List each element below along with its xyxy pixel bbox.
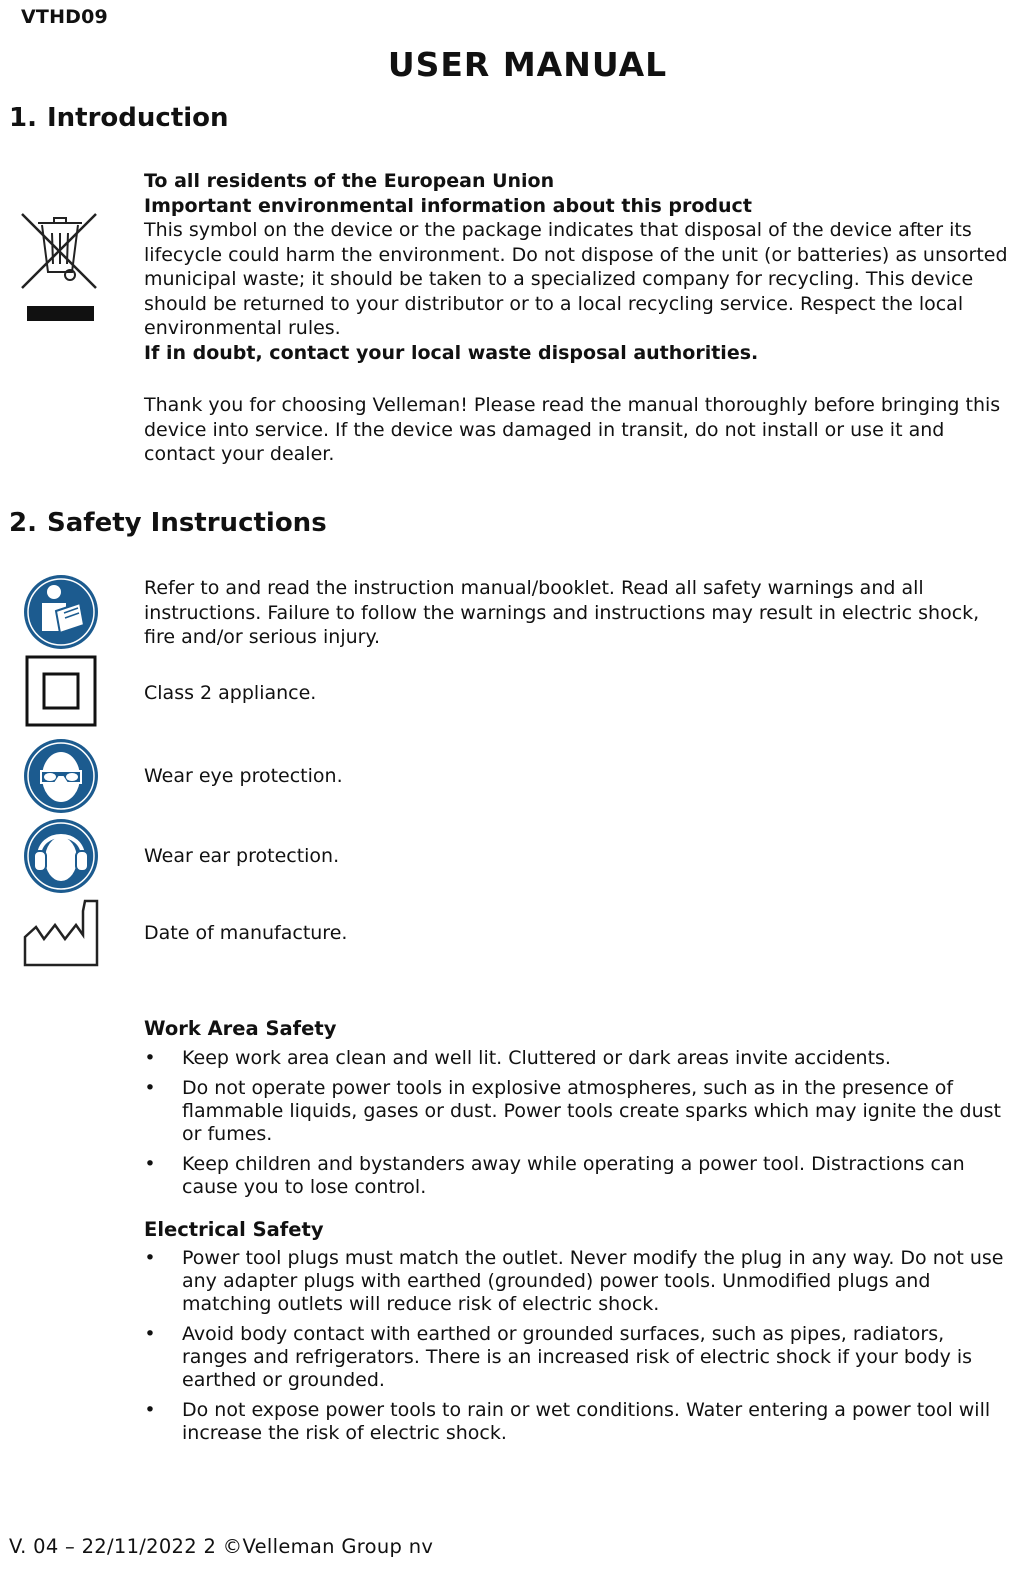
electrical-safety-list xyxy=(144,1247,1004,1452)
list-item xyxy=(144,1077,1004,1146)
list-item xyxy=(144,1153,1004,1199)
section-title: Introduction xyxy=(47,103,229,133)
section-heading-introduction xyxy=(9,103,229,133)
eye-protection-icon xyxy=(22,737,100,815)
factory-icon xyxy=(22,899,100,969)
list-item-text: Do not operate power tools in explosive atmospheres, such as in the presence of flammable liquids, gases or dust. Power tools create sparks which may ignite the dust or fumes. xyxy=(182,1077,1001,1145)
bullet: • xyxy=(144,1399,156,1421)
read-manual-icon xyxy=(22,573,100,651)
section-heading-safety xyxy=(9,508,327,538)
eu-subtitle: Important environmental information about this product xyxy=(144,194,752,217)
list-item-text: Keep work area clean and well lit. Cluttered or dark areas invite accidents. xyxy=(182,1047,891,1069)
symbol-text-ear-protection: Wear ear protection. xyxy=(144,845,340,867)
bullet: • xyxy=(144,1247,156,1269)
list-item xyxy=(144,1247,1004,1316)
ear-protection-icon xyxy=(22,817,100,895)
symbol-text-read-manual: Refer to and read the instruction manual/booklet. Read all safety warnings and all instructions. Failure to follow the warnings and instructions may result in electric shock, fire and/or serious injury. xyxy=(144,577,980,648)
list-item xyxy=(144,1399,1004,1445)
symbol-text-eye-protection: Wear eye protection. xyxy=(144,765,343,787)
eu-notice xyxy=(144,169,1012,365)
list-item-text: Power tool plugs must match the outlet. Never modify the plug in any way. Do not use any adapter plugs with earthed (grounded) power tools. Unmodified plugs and matching outlets will reduce risk of electric shock. xyxy=(182,1247,1004,1315)
eu-body: This symbol on the device or the package indicates that disposal of the device after its lifecycle could harm the environment. Do not dispose of the unit (or batteries) as unsorted municipal waste; it should be taken to a specialized company for recycling. This device should be returned to your distributor or to a local recycling service. Respect the local environmental rules. xyxy=(144,219,1008,339)
page-footer: V. 04 – 22/11/2022 2 ©Velleman Group nv xyxy=(9,1535,434,1558)
model-number: VTHD09 xyxy=(21,6,108,28)
symbol-text-class-2: Class 2 appliance. xyxy=(144,682,317,704)
section-title: Safety Instructions xyxy=(47,508,327,538)
electrical-safety-heading: Electrical Safety xyxy=(144,1218,324,1241)
page-title: USER MANUAL xyxy=(387,45,668,84)
section-number: 1. xyxy=(9,103,37,133)
symbol-text-date-of-manufacture: Date of manufacture. xyxy=(144,922,348,944)
section-number: 2. xyxy=(9,508,37,538)
eu-title: To all residents of the European Union xyxy=(144,170,555,192)
list-item-text: Do not expose power tools to rain or wet conditions. Water entering a power tool will increase the risk of electric shock. xyxy=(182,1399,991,1444)
crossed-bin-icon xyxy=(18,206,102,324)
work-area-heading: Work Area Safety xyxy=(144,1017,337,1040)
eu-bold-line: If in doubt, contact your local waste disposal authorities. xyxy=(144,341,759,364)
list-item xyxy=(144,1323,1004,1392)
bullet: • xyxy=(144,1323,156,1345)
work-area-list xyxy=(144,1047,1004,1206)
class-2-icon xyxy=(25,655,97,727)
bullet: • xyxy=(144,1047,156,1069)
list-item-text: Keep children and bystanders away while operating a power tool. Distractions can cause you to lose control. xyxy=(182,1153,965,1198)
bullet: • xyxy=(144,1077,156,1099)
bullet: • xyxy=(144,1153,156,1175)
thank-you-paragraph: Thank you for choosing Velleman! Please read the manual thoroughly before bringing this device into service. If the device was damaged in transit, do not install or use it and contact your dealer. xyxy=(144,394,1001,465)
list-item-text: Avoid body contact with earthed or grounded surfaces, such as pipes, radiators, ranges and refrigerators. There is an increased risk of electric shock if your body is earthed or grounded. xyxy=(182,1323,973,1391)
list-item xyxy=(144,1047,1004,1070)
